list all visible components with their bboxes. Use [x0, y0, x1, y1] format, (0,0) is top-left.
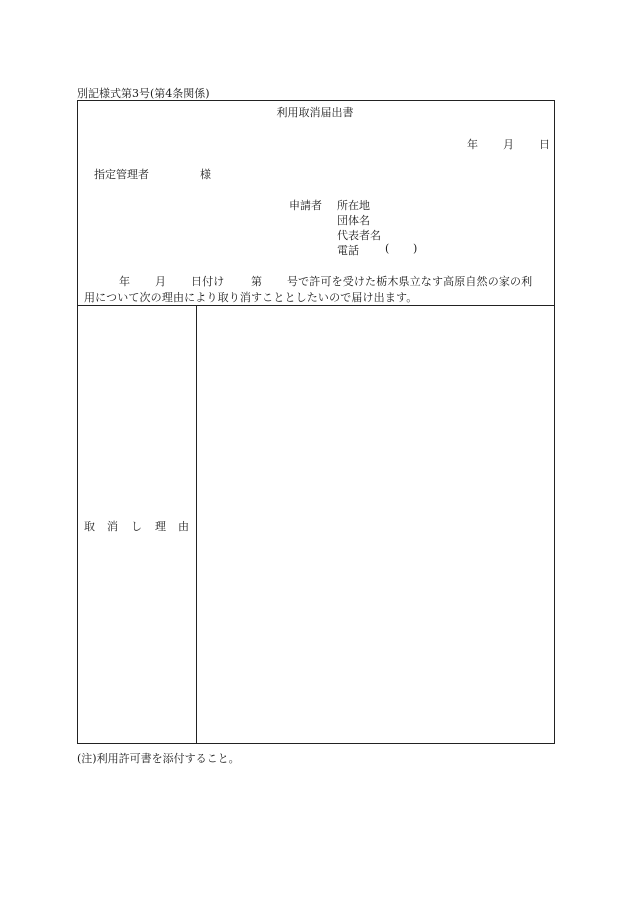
body-line1-rest: 号で許可を受けた栃木県立なす高原自然の家の利: [287, 275, 533, 288]
date-month-label: 月: [503, 138, 514, 151]
reason-column-divider: [196, 305, 197, 744]
representative-label: 代表者名: [337, 229, 381, 242]
reason-label-char-4: 理: [155, 520, 166, 533]
recipient-label: 指定管理者: [94, 168, 149, 181]
recipient-honorific: 様: [200, 168, 211, 181]
body-number-prefix: 第: [251, 275, 263, 288]
body-month-label: 月: [155, 275, 167, 288]
organization-label: 団体名: [337, 214, 370, 227]
reason-label-char-2: 消: [107, 520, 118, 533]
body-line2: 用について次の理由により取り消すこととしたいので届け出ます。: [84, 291, 418, 304]
date-day-label: 日: [539, 138, 550, 151]
attachment-note: (注)利用許可書を添付すること。: [77, 752, 240, 765]
reason-label-char-3: し: [131, 520, 142, 533]
reason-label-char-5: 由: [178, 520, 189, 533]
phone-label: 電話: [337, 244, 359, 257]
phone-paren-open: (: [385, 242, 390, 255]
body-year-label: 年: [119, 275, 131, 288]
body-day-label: 日付け: [191, 275, 225, 288]
form-number: 別記様式第3号(第4条関係): [77, 87, 210, 100]
form-title: 利用取消届出書: [276, 106, 354, 119]
section-divider: [77, 305, 555, 306]
date-year-label: 年: [467, 138, 478, 151]
address-label: 所在地: [337, 199, 370, 212]
reason-label-char-1: 取: [84, 520, 95, 533]
phone-paren-close: ): [413, 242, 418, 255]
applicant-label: 申請者: [289, 199, 322, 212]
